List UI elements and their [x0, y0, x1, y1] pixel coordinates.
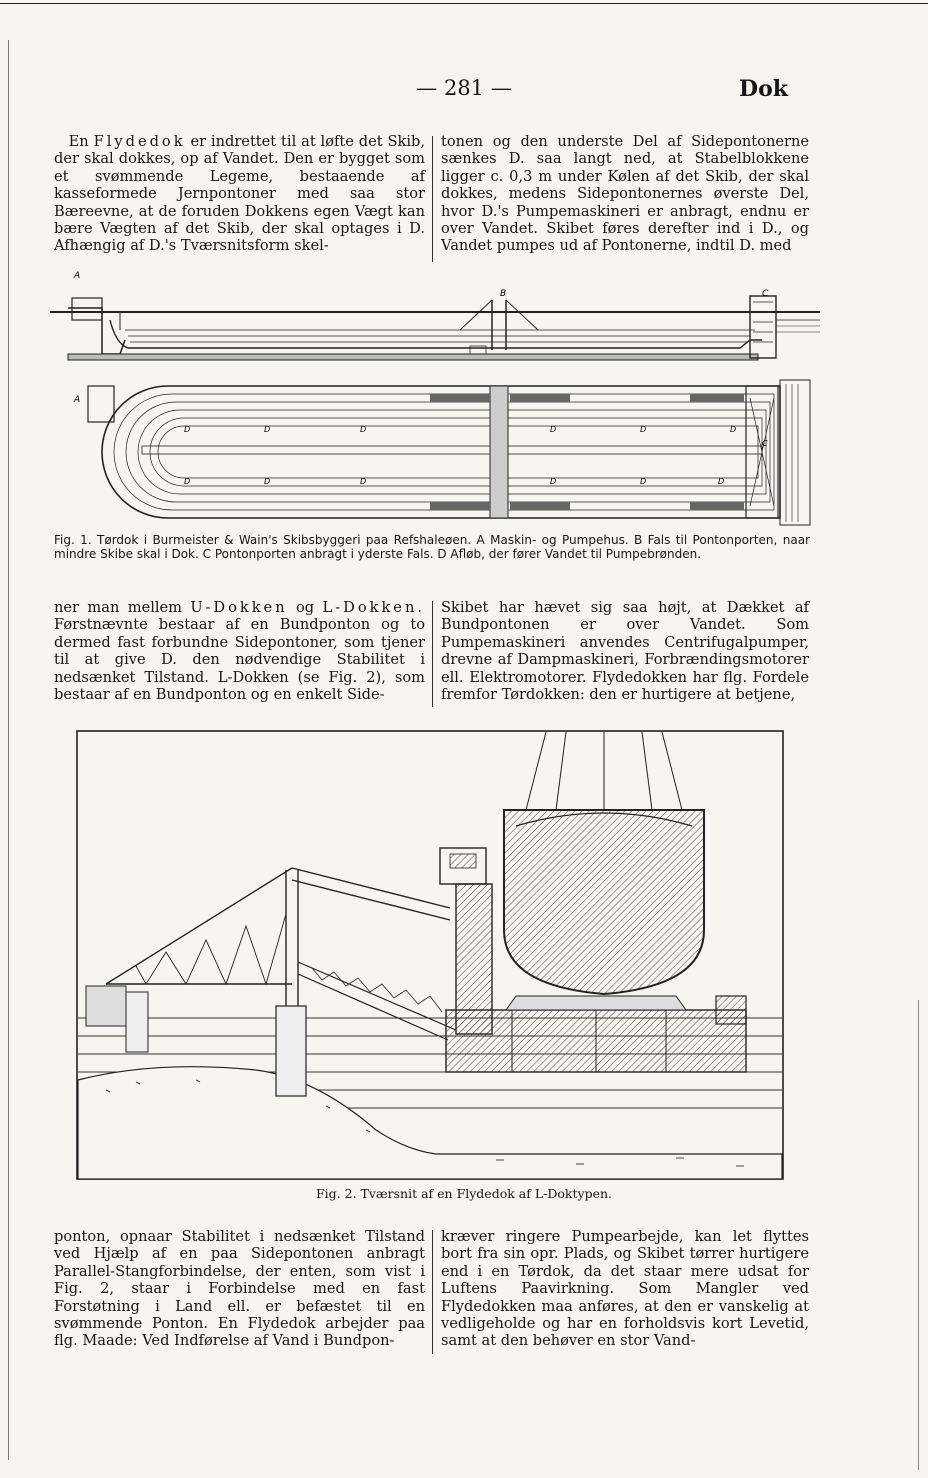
intro-left-column: [54, 133, 425, 255]
fig1-label-d-plan-6: D: [730, 425, 737, 434]
fig1-label-d-plan-2: D: [264, 425, 271, 434]
parallel-link: [298, 962, 456, 1040]
shore-foundation: [86, 986, 126, 1026]
fig1-label-d-plan-8: D: [264, 477, 271, 486]
ship-hull: [504, 810, 704, 994]
drydock-elevation: [50, 296, 820, 360]
column-divider: [432, 1230, 433, 1354]
middle-left-column: [54, 599, 425, 703]
fig1-label-b-top: B: [500, 289, 507, 299]
column-divider: [432, 601, 433, 707]
fig1-label-c-top: C: [762, 289, 769, 299]
fig1-label-d-plan-12: D: [718, 477, 725, 486]
middle-left-paragraph: [54, 599, 425, 703]
pier-column: [276, 1006, 306, 1096]
bottom-right-column: [441, 1228, 809, 1350]
scan-edge-top: [0, 3, 928, 4]
fig1-label-a-top: A: [74, 271, 81, 281]
keel-blocks: [506, 996, 686, 1010]
column-divider: [432, 136, 433, 262]
shore-pier: [126, 992, 148, 1052]
middle-right-column: [441, 599, 809, 703]
fig1-label-d-plan-11: D: [640, 477, 647, 486]
fig1-label-d-plan-5: D: [640, 425, 647, 434]
fig1-label-d-plan-4: D: [550, 425, 557, 434]
bottom-right-text: kræver ringere Pumpearbejde, kan let flyttes bort fra sin opr. Plads, og Skibet tørrer hurtigere end i en Tørdok, da det staar mere udsat for Luftens Paavirkning. Som Mangler ved Flydedokken maa anføres, at den er vanskelig at vedligeholde og har en forholdsvis kort Levetid, samt at den behøver en stor Vand-: [441, 1228, 809, 1350]
intro-prefix: En: [68, 133, 89, 150]
running-head: Dok: [739, 76, 788, 102]
bottom-left-column: [54, 1228, 425, 1350]
scan-edge-left: [8, 40, 9, 1460]
intro-left-text: er indrettet til at løfte det Skib, der skal dokkes, op af Vandet. Den er bygget som et svømmende Legeme, bestaaende af kasseformede Jernpontoner med saa stor Bæreevne, at de foruden Dokkens egen Vægt kan bære Vægten af det Skib, der skal optages i D. Afhængig af D.'s Tværsnitsform skel-: [54, 133, 425, 255]
middle-left-text: Førstnævnte bestaar af en Bundponton og to dermed fast forbundne Sidepontoner, som tjener til at give D. den nødvendige Stabilitet i nedsænket Tilstand. L-Dokken (se Fig. 2), som bestaar af en Bundponton og en enkelt Side-: [54, 616, 425, 704]
figure-2-floating-dock-section: [76, 730, 784, 1180]
figure-1-drydock-drawing: [50, 268, 820, 530]
fig1-label-d-plan-7: D: [184, 477, 191, 486]
u-dokken-term: U-Dokken: [190, 599, 288, 616]
fig1-label-d-plan-10: D: [550, 477, 557, 486]
figure-2-caption: Fig. 2. Tværsnit af en Flydedok af L-Doktypen.: [316, 1186, 612, 1201]
fig1-label-a-plan: A: [74, 395, 81, 405]
fig1-label-d-plan-9: D: [360, 477, 367, 486]
fig1-label-d-plan-1: D: [184, 425, 191, 434]
l-dokken-term: L-Dokken.: [322, 599, 425, 616]
fig1-label-d-plan-3: D: [360, 425, 367, 434]
bottom-left-text: ponton, opnaar Stabilitet i nedsænket Tilstand ved Hjælp af en paa Sidepontonen anbragt Parallel-Stangforbindelse, der enten, som vist i Fig. 2, staar i Forbindelse med en fast Forstøtning i Land ell. er befæstet til en svømmende Ponton. En Flydedok arbejder paa flg. Maade: Ved Indførelse af Vand i Bundpon-: [54, 1228, 425, 1350]
fig1-label-c-plan: C: [762, 439, 768, 448]
intro-right-text: tonen og den underste Del af Sidepontonerne sænkes D. saa langt ned, at Stabelblokkene ligger c. 0,3 m under Kølen af det Skib, der skal dokkes, medens Sidepontonernes øverste Del, hvor D.'s Pumpemaskineri er anbragt, endnu er over Vandet. Skibet føres derefter ind i D., og Vandet pumpes ud af Pontonerne, indtil D. med: [441, 133, 809, 255]
crane-ropes: [526, 732, 682, 810]
middle-og: og: [295, 599, 315, 616]
lead-word: Flydedok: [93, 133, 186, 150]
page-number: — 281 —: [416, 76, 512, 100]
intro-right-column: [441, 133, 809, 255]
intro-left-paragraph: [54, 133, 425, 255]
drydock-plan: [88, 380, 810, 525]
middle-left-start: ner man mellem: [54, 599, 183, 616]
middle-right-text: Skibet har hævet sig saa højt, at Dækket af Bundpontonen er over Vandet. Som Pumpemaskineri anvendes Centrifugalpumper, drevne af Dampmaskineri, Forbrændingsmotorer ell. Elektromotorer. Flydedokken har flg. Fordele fremfor Tørdokken: den er hurtigere at betjene,: [441, 599, 809, 704]
pontoon-end: [716, 996, 746, 1024]
figure-1-caption: Fig. 1. Tørdok i Burmeister & Wain's Skibsbyggeri paa Refshaleøen. A Maskin- og Pumpehus. B Fals til Pontonporten, naar mindre Skibe skal i Dok. C Pontonporten anbragt i yderste Fals. D Afløb, der fører Vandet til Pumpebrønden.: [54, 533, 810, 561]
seabed-hill: [78, 1067, 782, 1179]
scan-edge-right: [918, 1000, 919, 1470]
pump-house-windows: [450, 854, 476, 868]
